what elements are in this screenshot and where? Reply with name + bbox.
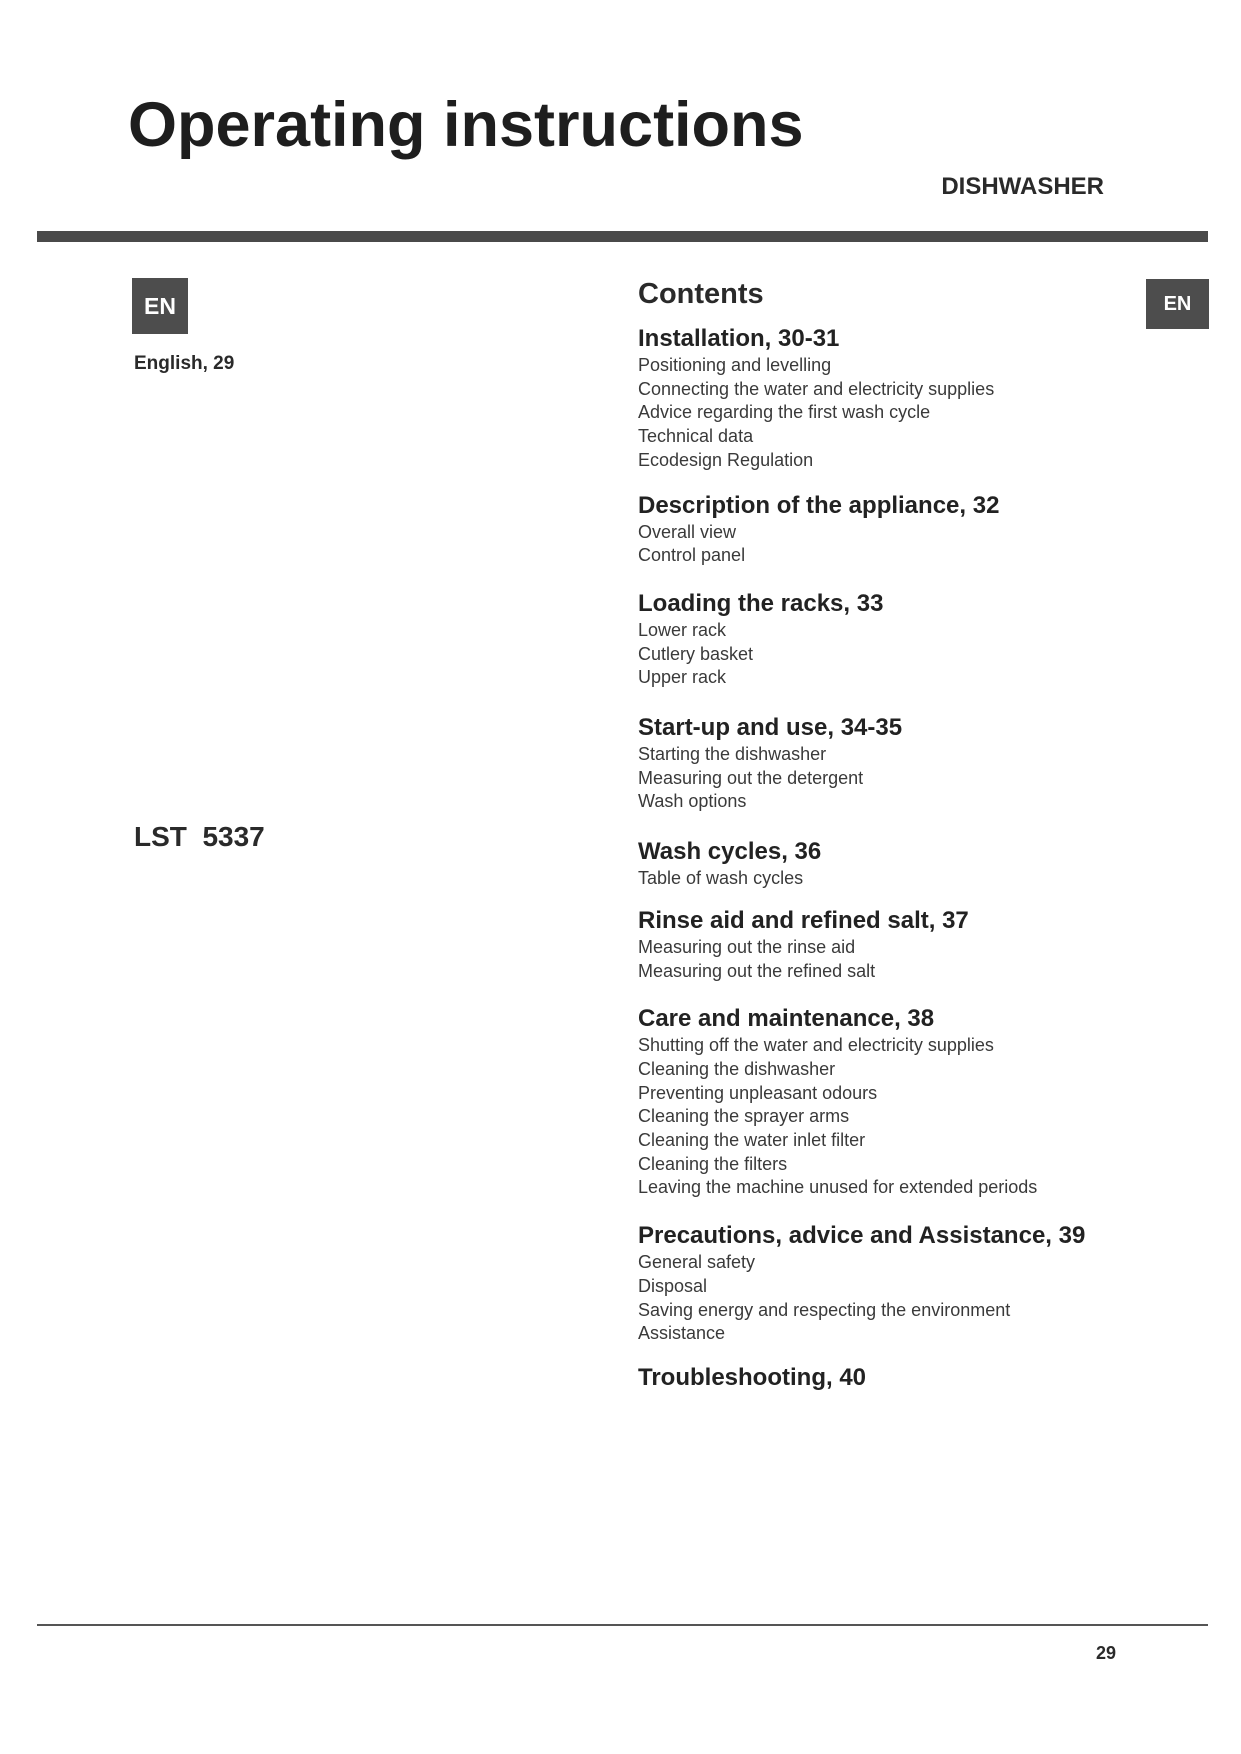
toc-heading: Description of the appliance, 32 <box>638 491 1000 519</box>
toc-section-care <box>638 1004 1138 1200</box>
toc-section-description <box>638 491 1138 568</box>
toc-heading: Care and maintenance, 38 <box>638 1005 935 1033</box>
toc-section-startup <box>638 713 1138 814</box>
toc-heading: Wash cycles, 36 <box>638 838 822 866</box>
toc-item: Cleaning the filters <box>638 1153 788 1174</box>
toc-heading: Precautions, advice and Assistance, 39 <box>638 1222 1086 1250</box>
toc-item: Connecting the water and electricity supplies <box>638 378 995 399</box>
toc-item: Advice regarding the first wash cycle <box>638 402 931 423</box>
toc-item: Shutting off the water and electricity supplies <box>638 1035 994 1056</box>
toc-item: Measuring out the rinse aid <box>638 936 856 957</box>
toc-item: Ecodesign Regulation <box>638 449 814 470</box>
toc-section-installation <box>638 324 1138 473</box>
table-of-contents <box>638 278 1138 1393</box>
toc-item: Control panel <box>638 545 746 566</box>
toc-item: Upper rack <box>638 667 727 688</box>
toc-item: Saving energy and respecting the environment <box>638 1299 1011 1320</box>
toc-item: Technical data <box>638 426 754 447</box>
toc-heading: Loading the racks, 33 <box>638 589 884 617</box>
toc-item: Wash options <box>638 791 747 812</box>
toc-item: Positioning and levelling <box>638 355 832 375</box>
toc-heading: Installation, 30-31 <box>638 325 840 352</box>
toc-heading: Troubleshooting, 40 <box>638 1363 867 1391</box>
toc-item: Preventing unpleasant odours <box>638 1082 878 1103</box>
bottom-divider <box>37 1624 1208 1626</box>
toc-item: Cutlery basket <box>638 643 754 664</box>
toc-item: Lower rack <box>638 619 727 640</box>
model-number: LST 5337 <box>134 821 265 852</box>
toc-item: Assistance <box>638 1323 726 1344</box>
toc-item: Measuring out the refined salt <box>638 960 876 981</box>
toc-heading: Start-up and use, 34-35 <box>638 714 903 742</box>
toc-section-wash-cycles <box>638 837 1138 891</box>
language-side-tab: EN <box>1146 279 1209 329</box>
toc-item: Leaving the machine unused for extended periods <box>638 1177 1038 1198</box>
toc-item: Table of wash cycles <box>638 868 804 889</box>
toc-item: Cleaning the water inlet filter <box>638 1130 866 1151</box>
toc-item: Cleaning the dishwasher <box>638 1058 836 1079</box>
language-page-ref: English, 29 <box>134 353 235 374</box>
toc-item: Starting the dishwasher <box>638 744 827 765</box>
language-badge: EN <box>132 278 188 334</box>
contents-title: Contents <box>638 278 764 310</box>
toc-item: Overall view <box>638 521 737 542</box>
page-number: 29 <box>1096 1643 1117 1663</box>
toc-item: Measuring out the detergent <box>638 767 864 788</box>
top-divider <box>37 231 1208 242</box>
toc-item: Disposal <box>638 1275 708 1296</box>
toc-section-rinse-aid <box>638 906 1138 983</box>
toc-section-loading <box>638 589 1138 690</box>
toc-section-troubleshooting <box>638 1363 1138 1393</box>
page-title: Operating instructions <box>128 90 804 160</box>
product-category: DISHWASHER <box>941 173 1104 200</box>
toc-item: General safety <box>638 1252 756 1273</box>
toc-item: Cleaning the sprayer arms <box>638 1106 850 1127</box>
toc-heading: Rinse aid and refined salt, 37 <box>638 906 969 934</box>
toc-section-precautions <box>638 1221 1138 1346</box>
